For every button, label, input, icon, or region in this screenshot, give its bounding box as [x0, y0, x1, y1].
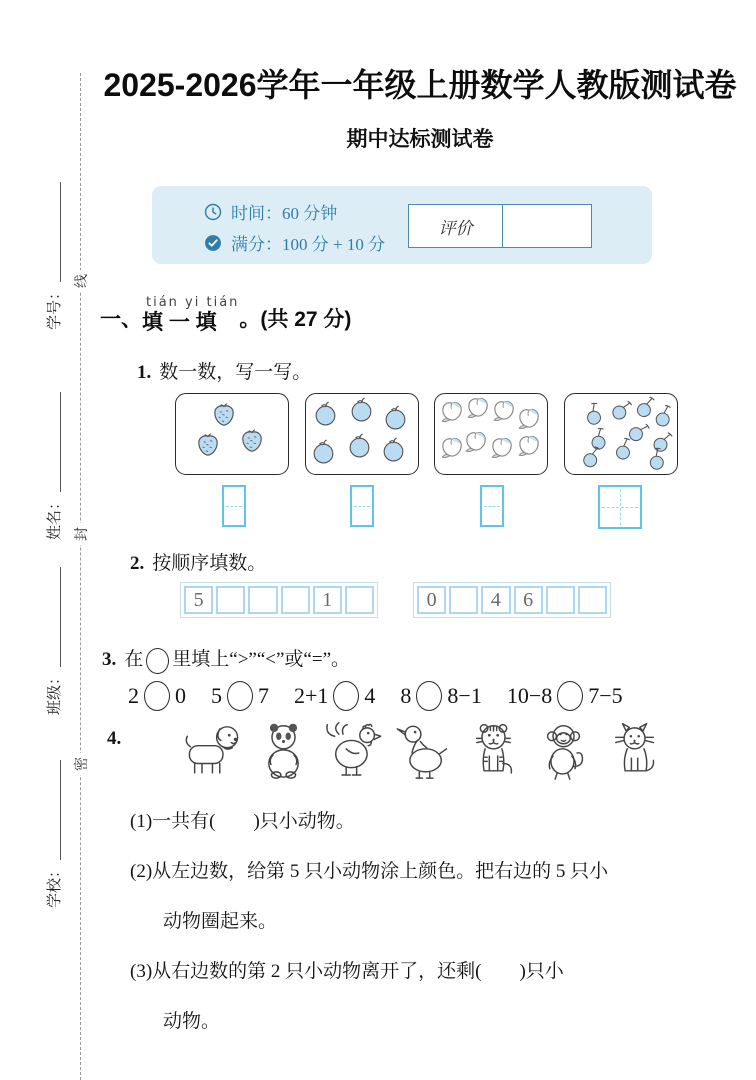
fruit-box-cherry — [564, 393, 678, 475]
rooster-image[interactable] — [320, 720, 387, 791]
question-4-sub3-line1: (3)从右边数的第 2 只小动物离开了，还剩( )只小 — [130, 961, 564, 982]
apple-image — [346, 432, 373, 459]
answer-circle[interactable] — [333, 681, 359, 711]
answer-circle[interactable] — [416, 681, 442, 711]
peach-image — [462, 428, 490, 456]
sidebar-field — [42, 370, 64, 540]
fruit-box-apple — [305, 393, 419, 475]
fruit-box-strawberry — [175, 393, 289, 475]
question-4-sub3-line2: 动物。 — [163, 1011, 221, 1032]
question-4-sub2-line1: (2)从左边数，给第 5 只小动物涂上颜色。把右边的 5 只小 — [130, 861, 609, 882]
question-4-sub1: (1)一共有( )只小动物。 — [130, 811, 355, 832]
info-box — [152, 186, 652, 264]
question-4-number-line — [107, 728, 129, 750]
number-cell-filled: 5 — [184, 586, 213, 614]
number-strip — [180, 582, 378, 618]
peach-image — [515, 405, 543, 433]
comparison-right-value: 4 — [364, 683, 376, 708]
peach-image — [515, 432, 543, 460]
tiger-image[interactable] — [460, 720, 527, 791]
number-cell-empty[interactable] — [281, 586, 310, 614]
number-cell-filled: 4 — [481, 586, 510, 614]
dog-image[interactable] — [180, 720, 247, 791]
number-cell-empty[interactable] — [216, 586, 245, 614]
peach-image — [464, 394, 492, 422]
number-cell-empty[interactable] — [449, 586, 478, 614]
question-3-number: 3. — [102, 649, 117, 670]
comparison-right-value: 0 — [175, 683, 186, 708]
cat-image[interactable] — [600, 720, 667, 791]
comparison-left-value: 2 — [128, 683, 139, 708]
section-hanzi: 填 一 填 — [142, 311, 217, 334]
question-2-number: 2. — [130, 553, 145, 574]
comparison-left-value: 2+1 — [294, 683, 329, 708]
evaluation-table — [408, 204, 592, 248]
comparison-right-value: 7−5 — [588, 683, 623, 708]
evaluation-label: 评价 — [409, 205, 503, 247]
answer-circle[interactable] — [557, 681, 583, 711]
comparison-item — [128, 681, 186, 711]
answer-circle[interactable] — [144, 681, 170, 711]
comparison-row — [128, 681, 623, 711]
time-label: 时间：60 分钟 — [231, 204, 338, 223]
comparison-right-value: 8−1 — [447, 683, 482, 708]
seal-dashed-line — [80, 73, 81, 1080]
time-row — [204, 199, 337, 224]
monkey-image[interactable] — [530, 720, 597, 791]
strawberry-image — [238, 428, 266, 456]
comparison-left-value: 8 — [400, 683, 412, 708]
fruit-box-peach — [434, 393, 548, 475]
number-cell-filled: 6 — [514, 586, 543, 614]
number-cell-empty[interactable] — [578, 586, 607, 614]
answer-write-box[interactable] — [222, 485, 246, 527]
sidebar-blank-line[interactable] — [46, 760, 61, 860]
answer-write-box[interactable] — [598, 485, 642, 529]
section-rest: 。(共 27 分) — [239, 308, 352, 331]
cherry-image — [580, 445, 604, 469]
answer-circle[interactable] — [227, 681, 253, 711]
sidebar-field-label: 班级： — [46, 669, 63, 715]
question-3-text: 3. 在 里填上“>”“<”或“=”。 — [102, 644, 350, 674]
clock-icon — [204, 203, 222, 221]
check-badge-icon — [204, 234, 222, 252]
number-cell-empty[interactable] — [546, 586, 575, 614]
comparison-right-value: 7 — [258, 683, 269, 708]
apple-image — [310, 438, 337, 465]
number-cell-empty[interactable] — [248, 586, 277, 614]
sidebar-blank-line[interactable] — [46, 392, 61, 492]
section-one-heading — [100, 296, 351, 333]
answer-write-box[interactable] — [350, 485, 374, 527]
strawberry-image — [210, 402, 238, 430]
apple-image — [348, 396, 375, 423]
score-row — [204, 230, 385, 255]
panda-image[interactable] — [250, 720, 317, 791]
question-1-number: 1. — [137, 362, 152, 383]
score-label: 满分：100 分 + 10 分 — [231, 235, 386, 254]
section-pinyin: tián yi tián — [146, 295, 240, 310]
number-cell-empty[interactable] — [345, 586, 374, 614]
seal-char: 封 — [70, 523, 92, 545]
comparison-left-value: 10−8 — [506, 683, 553, 708]
apple-image — [382, 404, 409, 431]
sidebar-field-label: 姓名： — [46, 494, 63, 540]
answer-write-box[interactable] — [480, 485, 504, 527]
comparison-left-value: 5 — [211, 683, 222, 708]
sidebar-field — [42, 160, 64, 330]
comparison-item — [400, 681, 481, 711]
duck-image[interactable] — [390, 720, 457, 791]
example-answer-circle — [146, 648, 169, 674]
strawberry-image — [194, 432, 222, 460]
evaluation-blank-cell[interactable] — [503, 205, 591, 247]
peach-image — [438, 398, 466, 426]
comparison-item — [211, 681, 269, 711]
sidebar-blank-line[interactable] — [46, 182, 61, 282]
seal-char: 密 — [70, 753, 92, 775]
peach-image — [490, 397, 518, 425]
peach-image — [488, 434, 516, 462]
number-strip — [413, 582, 611, 618]
apple-image — [380, 436, 407, 463]
sidebar-field — [42, 545, 64, 715]
page-title: 2025-2026学年一年级上册数学人教版测试卷 — [103, 67, 737, 103]
sidebar-field-label: 学校： — [46, 862, 63, 908]
question-1-text: 1. 数一数，写一写。 — [137, 362, 312, 383]
section-number: 一、 — [100, 308, 142, 331]
page-subtitle: 期中达标测试卷 — [346, 128, 494, 151]
comparison-item — [507, 681, 623, 711]
sidebar-blank-line[interactable] — [46, 567, 61, 667]
question-4-sub2-line2: 动物圈起来。 — [163, 911, 278, 932]
question-2-text: 2. 按顺序填数。 — [130, 553, 267, 574]
comparison-item — [294, 681, 375, 711]
seal-char: 线 — [70, 270, 92, 292]
apple-image — [312, 400, 339, 427]
question-4-number: 4. — [107, 728, 122, 749]
animal-row — [180, 720, 667, 791]
number-cell-filled: 0 — [417, 586, 446, 614]
sidebar-field — [42, 738, 64, 908]
number-cell-filled: 1 — [313, 586, 342, 614]
sidebar-field-label: 学号： — [46, 284, 63, 330]
